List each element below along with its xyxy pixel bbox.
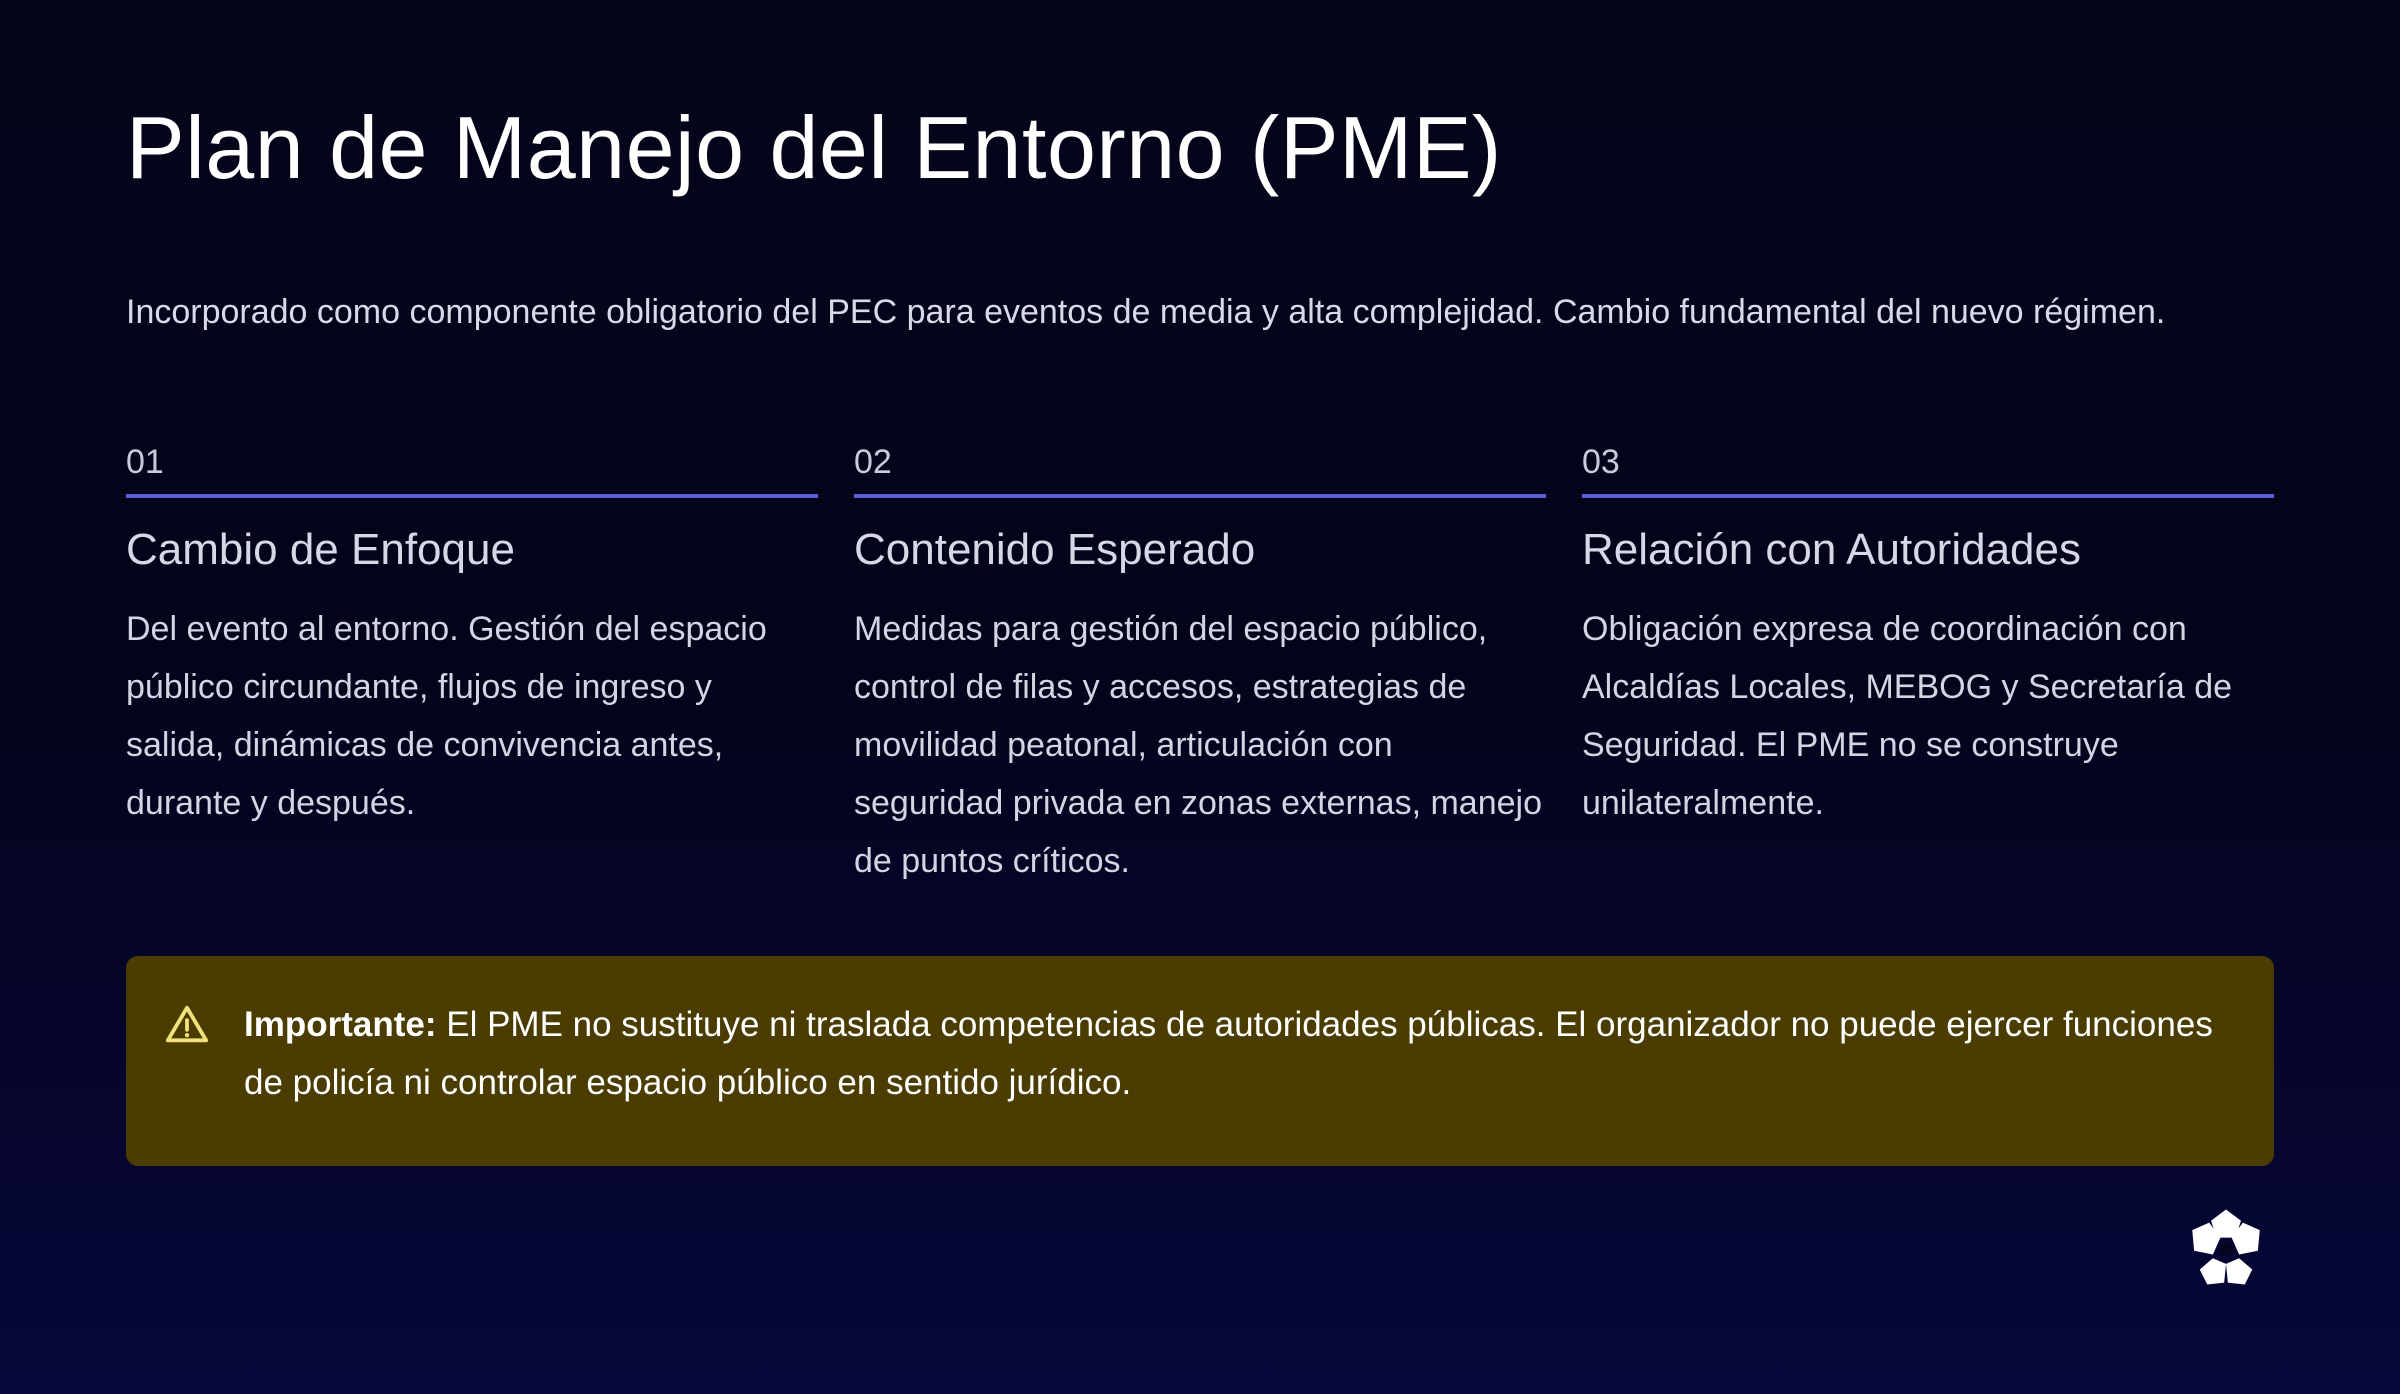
page-title: Plan de Manejo del Entorno (PME) [126, 98, 1502, 197]
column-number: 03 [1582, 438, 2274, 498]
column-contenido-esperado [854, 438, 1546, 890]
column-title: Cambio de Enfoque [126, 525, 515, 574]
column-relacion-con-autoridades [1582, 438, 2274, 890]
page-subtitle: Incorporado como componente obligatorio del PEC para eventos de media y alta complejidad. Cambio fundamental del nuevo régimen. [126, 293, 2166, 331]
column-title: Relación con Autoridades [1582, 525, 2081, 574]
column-number: 01 [126, 438, 818, 498]
important-note-body: El PME no sustituye ni traslada competencias de autoridades públicas. El organizador no puede ejercer funciones de policía ni controlar espacio público en sentido jurídico. [244, 1005, 2213, 1102]
important-note-label: Importante: [244, 1005, 437, 1044]
warning-icon [164, 1002, 210, 1048]
important-note-box [126, 956, 2274, 1166]
flower-logo-icon [2178, 1202, 2274, 1292]
column-number: 02 [854, 438, 1546, 498]
column-text: Medidas para gestión del espacio público, control de filas y accesos, estrategias de movilidad peatonal, articulación con seguridad privada en zonas externas, manejo de puntos críticos. [854, 610, 1542, 880]
column-text: Obligación expresa de coordinación con Alcaldías Locales, MEBOG y Secretaría de Seguridad. El PME no se construye unilateralmente. [1582, 610, 2233, 822]
column-cambio-de-enfoque [126, 438, 818, 890]
columns [126, 438, 2274, 890]
column-text: Del evento al entorno. Gestión del espacio público circundante, flujos de ingreso y salida, dinámicas de convivencia antes, durante y después. [126, 610, 767, 822]
important-note-text [244, 996, 2234, 1112]
column-title: Contenido Esperado [854, 525, 1256, 574]
